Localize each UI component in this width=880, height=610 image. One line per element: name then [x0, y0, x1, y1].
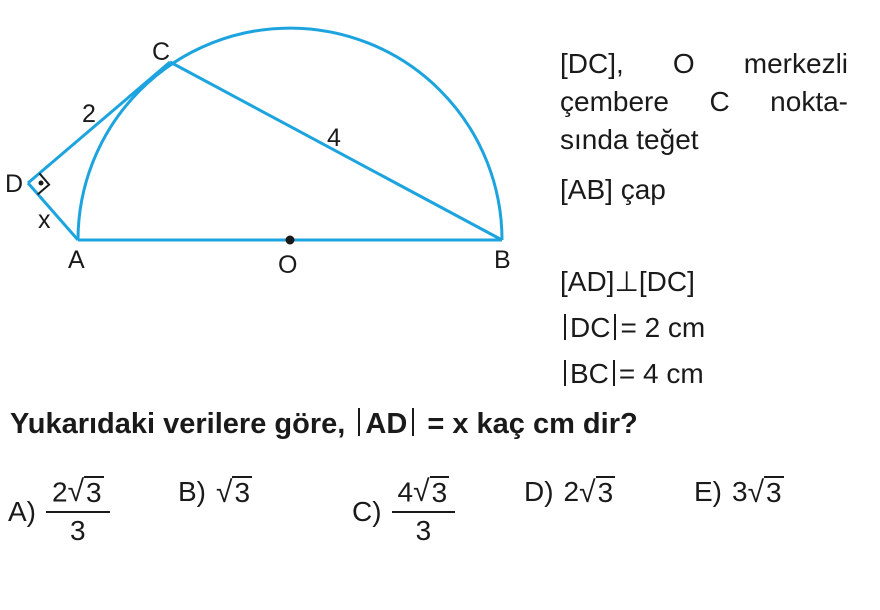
radical-sign: √ [216, 475, 233, 509]
abs-bar [564, 314, 566, 340]
choice-d[interactable] [524, 476, 615, 508]
choice-letter: A) [8, 495, 36, 527]
center-point-o [286, 236, 295, 245]
choice-b[interactable] [178, 476, 252, 508]
radicand: 3 [597, 477, 614, 509]
question-text [10, 408, 638, 441]
tangent-dc [28, 62, 170, 183]
radical-sign: √ [413, 475, 430, 509]
choice-letter: E) [694, 476, 722, 507]
denominator: 3 [70, 515, 86, 547]
label-dc-length: 2 [82, 100, 96, 128]
choice-e[interactable] [694, 476, 784, 508]
given-word: çap [620, 174, 666, 205]
numerator [46, 476, 110, 513]
choice-a[interactable] [8, 476, 110, 547]
value-bc: = 4 cm [618, 358, 704, 389]
radicand: 3 [234, 477, 251, 509]
label-bc-length: 4 [327, 124, 341, 152]
fraction [392, 476, 456, 547]
numerator [392, 476, 456, 513]
given-word: çembere [560, 86, 669, 117]
sqrt [413, 476, 449, 507]
choice-letter: C) [352, 495, 382, 527]
segment-dc-length: DC [570, 312, 611, 343]
label-d: D [5, 170, 24, 198]
coefficient: 3 [732, 476, 748, 507]
segment-ad [28, 183, 78, 240]
given-line-1 [560, 46, 848, 82]
question-segment: AD [365, 408, 408, 440]
label-o: O [278, 251, 298, 279]
sqrt [216, 476, 252, 507]
segment-dc: [DC], [560, 48, 624, 79]
segment-bc-length: BC [570, 358, 609, 389]
abs-bar [614, 314, 616, 340]
abs-bar [613, 360, 615, 386]
label-c: C [152, 38, 171, 66]
radicand: 3 [766, 477, 782, 509]
given-word: O [672, 48, 695, 79]
semicircle-arc [78, 28, 502, 240]
coefficient: 2 [563, 476, 580, 507]
label-a: A [68, 246, 85, 274]
sqrt [579, 476, 615, 507]
question-prefix: Yukarıdaki verilere göre, [10, 408, 346, 440]
choice-letter: D) [524, 476, 554, 507]
question-suffix: = x kaç cm dir? [427, 408, 638, 440]
denominator: 3 [415, 515, 432, 547]
right-angle-dot [39, 181, 44, 186]
radical-sign: √ [67, 475, 85, 509]
given-line-6 [560, 310, 705, 346]
radical-sign: √ [747, 475, 765, 509]
coefficient: 4 [397, 476, 414, 508]
value-dc: = 2 cm [620, 312, 706, 343]
given-line-5: [AD]⊥[DC] [560, 266, 695, 297]
label-ad-x: x [38, 206, 51, 234]
given-line-2 [560, 84, 848, 120]
abs-bar [358, 408, 360, 436]
segment-ab: [AB] [560, 174, 613, 205]
given-word: merkezli [743, 48, 849, 79]
coefficient: 2 [52, 476, 68, 508]
fraction [46, 476, 110, 547]
abs-bar [564, 360, 566, 386]
radical-sign: √ [579, 475, 596, 509]
radicand: 3 [86, 477, 102, 508]
given-line-4 [560, 172, 666, 208]
given-line-3: sında teğet [560, 124, 699, 155]
given-word: nokta- [770, 86, 848, 117]
radicand: 3 [431, 477, 448, 508]
given-word: C [709, 86, 730, 117]
sqrt [748, 476, 784, 507]
sqrt [68, 476, 104, 507]
given-line-7 [560, 356, 704, 392]
abs-bar [412, 408, 414, 436]
label-b: B [494, 246, 511, 274]
choice-c[interactable] [352, 476, 455, 547]
choice-letter: B) [178, 476, 206, 507]
